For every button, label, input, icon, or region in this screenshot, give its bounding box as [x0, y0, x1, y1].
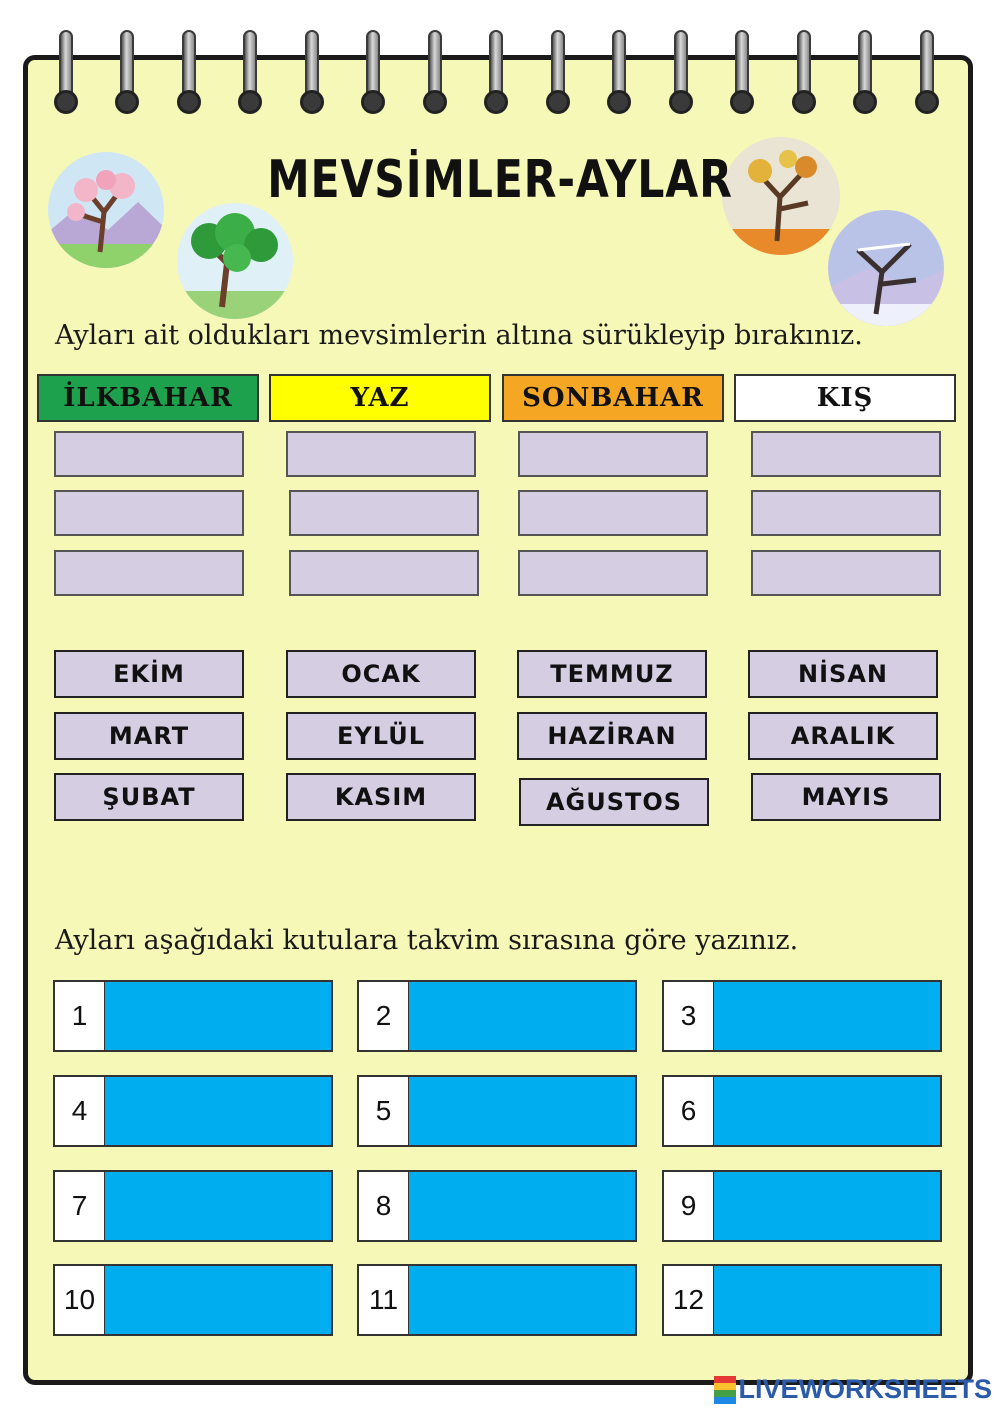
drop-zone-summer[interactable]	[289, 490, 479, 536]
slot-number: 10	[55, 1266, 105, 1334]
winter-tree-icon	[828, 210, 944, 326]
drop-zone-winter[interactable]	[751, 431, 941, 477]
month-tile-nisan[interactable]: NİSAN	[748, 650, 938, 698]
slot-number: 12	[664, 1266, 714, 1334]
instruction-drag: Ayları ait oldukları mevsimlerin altına sürükleyip bırakınız.	[55, 320, 863, 351]
calendar-slot	[662, 1075, 942, 1147]
slot-number: 1	[55, 982, 105, 1050]
ring-icon	[238, 30, 262, 114]
month-input-2[interactable]	[409, 982, 635, 1050]
month-tile-aralik[interactable]: ARALIK	[748, 712, 938, 760]
drop-zone-summer[interactable]	[286, 431, 476, 477]
summer-tree-icon	[177, 203, 293, 319]
ring-icon	[300, 30, 324, 114]
ring-icon	[607, 30, 631, 114]
spiral-binding	[0, 30, 1000, 120]
month-tile-subat[interactable]: ŞUBAT	[54, 773, 244, 821]
brand-logo[interactable]	[714, 1374, 992, 1405]
calendar-slot	[53, 1264, 333, 1336]
ring-icon	[54, 30, 78, 114]
month-input-3[interactable]	[714, 982, 940, 1050]
slot-number: 11	[359, 1266, 409, 1334]
drop-zone-autumn[interactable]	[518, 550, 708, 596]
month-tile-eylul[interactable]: EYLÜL	[286, 712, 476, 760]
season-header-autumn: SONBAHAR	[502, 374, 724, 422]
month-input-6[interactable]	[714, 1077, 940, 1145]
ring-icon	[546, 30, 570, 114]
ring-icon	[361, 30, 385, 114]
month-input-12[interactable]	[714, 1266, 940, 1334]
drop-zone-spring[interactable]	[54, 490, 244, 536]
month-tile-temmuz[interactable]: TEMMUZ	[517, 650, 707, 698]
calendar-slot	[357, 1264, 637, 1336]
ring-icon	[177, 30, 201, 114]
season-header-summer: YAZ	[269, 374, 491, 422]
drop-zone-autumn[interactable]	[518, 490, 708, 536]
drop-zone-winter[interactable]	[751, 550, 941, 596]
slot-number: 7	[55, 1172, 105, 1240]
season-header-winter: KIŞ	[734, 374, 956, 422]
calendar-slot	[357, 1075, 637, 1147]
liveworksheets-logo-icon	[714, 1376, 736, 1404]
drop-zone-winter[interactable]	[751, 490, 941, 536]
month-input-11[interactable]	[409, 1266, 635, 1334]
slot-number: 3	[664, 982, 714, 1050]
ring-icon	[115, 30, 139, 114]
ring-icon	[423, 30, 447, 114]
slot-number: 6	[664, 1077, 714, 1145]
slot-number: 8	[359, 1172, 409, 1240]
season-header-spring: İLKBAHAR	[37, 374, 259, 422]
month-input-4[interactable]	[105, 1077, 331, 1145]
slot-number: 9	[664, 1172, 714, 1240]
month-tile-haziran[interactable]: HAZİRAN	[517, 712, 707, 760]
month-tile-agustos[interactable]: AĞUSTOS	[519, 778, 709, 826]
calendar-slot	[662, 1170, 942, 1242]
brand-name: LIVEWORKSHEETS	[738, 1374, 992, 1404]
month-tile-mayis[interactable]: MAYIS	[751, 773, 941, 821]
drop-zone-spring[interactable]	[54, 550, 244, 596]
month-input-10[interactable]	[105, 1266, 331, 1334]
drop-zone-autumn[interactable]	[518, 431, 708, 477]
calendar-slot	[357, 1170, 637, 1242]
month-tile-ocak[interactable]: OCAK	[286, 650, 476, 698]
month-input-7[interactable]	[105, 1172, 331, 1240]
slot-number: 5	[359, 1077, 409, 1145]
ring-icon	[853, 30, 877, 114]
instruction-order: Ayları aşağıdaki kutulara takvim sırasına göre yazınız.	[55, 925, 799, 956]
month-input-8[interactable]	[409, 1172, 635, 1240]
page-title: MEVSİMLER-AYLAR	[267, 150, 733, 210]
ring-icon	[669, 30, 693, 114]
calendar-slot	[357, 980, 637, 1052]
calendar-slot	[662, 1264, 942, 1336]
calendar-slot	[53, 1075, 333, 1147]
drop-zone-spring[interactable]	[54, 431, 244, 477]
ring-icon	[915, 30, 939, 114]
ring-icon	[792, 30, 816, 114]
ring-icon	[730, 30, 754, 114]
month-input-5[interactable]	[409, 1077, 635, 1145]
calendar-slot	[53, 1170, 333, 1242]
month-tile-ekim[interactable]: EKİM	[54, 650, 244, 698]
calendar-slot	[53, 980, 333, 1052]
month-tile-kasim[interactable]: KASIM	[286, 773, 476, 821]
ring-icon	[484, 30, 508, 114]
month-tile-mart[interactable]: MART	[54, 712, 244, 760]
slot-number: 2	[359, 982, 409, 1050]
month-input-1[interactable]	[105, 982, 331, 1050]
slot-number: 4	[55, 1077, 105, 1145]
calendar-slot	[662, 980, 942, 1052]
drop-zone-summer[interactable]	[289, 550, 479, 596]
month-input-9[interactable]	[714, 1172, 940, 1240]
